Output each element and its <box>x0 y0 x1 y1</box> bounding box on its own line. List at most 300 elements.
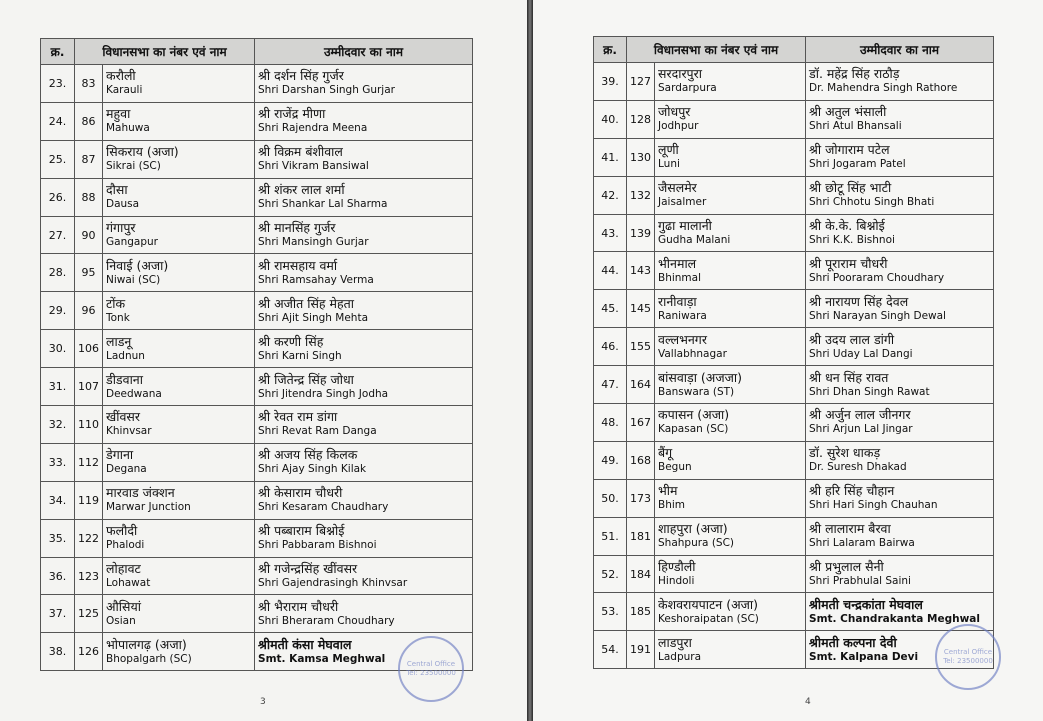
assembly-number: 132 <box>627 176 655 214</box>
candidate-name-cell <box>806 290 994 328</box>
serial-number: 37. <box>41 595 75 633</box>
assembly-name-hindi: करौली <box>106 68 136 84</box>
serial-number: 26. <box>41 178 75 216</box>
assembly-number: 119 <box>75 481 103 519</box>
assembly-name-hindi: महुवा <box>106 106 131 122</box>
assembly-name-cell <box>655 631 806 669</box>
assembly-name-hindi: खींवसर <box>106 409 140 425</box>
assembly-name-hindi: सरदारपुरा <box>658 66 703 82</box>
candidate-name-cell <box>255 178 473 216</box>
assembly-name-cell <box>103 406 255 444</box>
table-row <box>594 138 994 176</box>
assembly-number: 173 <box>627 479 655 517</box>
serial-number: 33. <box>41 443 75 481</box>
candidate-name-english: Shri Prabhulal Saini <box>809 575 911 588</box>
assembly-number: 125 <box>75 595 103 633</box>
assembly-number: 130 <box>627 138 655 176</box>
assembly-name-english: Dausa <box>106 198 140 211</box>
assembly-name-hindi: लाडनू <box>106 333 132 349</box>
candidate-name-english: Shri K.K. Bishnoi <box>809 234 895 246</box>
header-candidate: उम्मीदवार का नाम <box>255 39 473 65</box>
assembly-number: 155 <box>627 328 655 366</box>
candidate-name-hindi: श्री शंकर लाल शर्मा <box>258 182 345 198</box>
candidate-name-hindi: श्री नारायण सिंह देवल <box>809 293 909 309</box>
assembly-number: 83 <box>75 65 103 103</box>
serial-number: 41. <box>594 138 627 176</box>
assembly-name-english: Osian <box>106 614 136 627</box>
candidate-name-hindi: श्री मानसिंह गुर्जर <box>258 220 336 235</box>
table-row <box>41 368 473 406</box>
header-serial: क्र. <box>41 39 75 65</box>
stamp-phone: Tel: 23500000 <box>943 657 993 665</box>
assembly-name-cell <box>103 140 255 178</box>
table-row <box>41 519 473 557</box>
table-row <box>594 404 994 442</box>
assembly-name-english: Banswara (ST) <box>658 385 735 398</box>
assembly-number: 123 <box>75 557 103 595</box>
header-assembly: विधानसभा का नंबर एवं नाम <box>627 37 806 63</box>
serial-number: 30. <box>41 330 75 368</box>
assembly-number: 96 <box>75 292 103 330</box>
assembly-name-cell <box>103 443 255 481</box>
table-row <box>594 290 994 328</box>
serial-number: 47. <box>594 366 627 404</box>
assembly-number: 167 <box>627 404 655 442</box>
candidate-name-english: Shri Jitendra Singh Jodha <box>258 387 389 400</box>
assembly-name-english: Lohawat <box>106 577 151 590</box>
assembly-number: 107 <box>75 368 103 406</box>
candidate-name-english: Shri Kesaram Chaudhary <box>258 501 389 514</box>
assembly-name-hindi: वल्लभनगर <box>658 331 707 347</box>
candidate-name-english: Shri Darshan Singh Gurjar <box>258 84 395 97</box>
candidate-name-english: Shri Ajay Singh Kilak <box>258 463 367 476</box>
assembly-name-english: Vallabhnagar <box>658 347 727 360</box>
assembly-name-cell <box>103 633 255 671</box>
candidate-name-hindi: श्री छोटू सिंह भाटी <box>809 180 892 196</box>
assembly-number: 88 <box>75 178 103 216</box>
serial-number: 52. <box>594 555 627 593</box>
assembly-name-cell <box>655 214 806 252</box>
serial-number: 44. <box>594 252 627 290</box>
assembly-name-cell <box>103 65 255 103</box>
serial-number: 49. <box>594 441 627 479</box>
stamp-text: Central Office <box>943 648 993 656</box>
assembly-number: 128 <box>627 100 655 138</box>
candidate-name-cell <box>806 517 994 555</box>
assembly-name-cell <box>655 138 806 176</box>
assembly-name-english: Raniwara <box>658 309 707 322</box>
assembly-name-hindi: टोंक <box>106 295 126 311</box>
serial-number: 29. <box>41 292 75 330</box>
serial-number: 31. <box>41 368 75 406</box>
serial-number: 48. <box>594 404 627 442</box>
candidate-name-hindi: श्री दर्शन सिंह गुर्जर <box>258 68 344 84</box>
serial-number: 39. <box>594 63 627 101</box>
candidate-name-english: Shri Vikram Bansiwal <box>258 160 369 173</box>
candidate-name-cell <box>806 214 994 252</box>
assembly-number: 110 <box>75 406 103 444</box>
candidate-name-english: Shri Atul Bhansali <box>809 120 902 133</box>
assembly-name-hindi: केशवरायपाटन (अजा) <box>658 596 759 612</box>
table-row <box>41 178 473 216</box>
assembly-name-cell <box>103 102 255 140</box>
assembly-name-cell <box>103 178 255 216</box>
candidate-name-english: Shri Chhotu Singh Bhati <box>809 196 935 209</box>
assembly-name-english: Bhinmal <box>658 271 702 284</box>
candidate-name-cell <box>806 138 994 176</box>
candidate-name-cell <box>806 328 994 366</box>
stamp-text: Central Office <box>406 660 456 668</box>
candidate-name-english: Shri Revat Ram Danga <box>258 425 377 438</box>
assembly-number: 191 <box>627 631 655 669</box>
serial-number: 34. <box>41 481 75 519</box>
candidate-name-hindi: श्री पूराराम चौधरी <box>809 255 888 271</box>
assembly-name-english: Kapasan (SC) <box>658 423 729 436</box>
assembly-number: 95 <box>75 254 103 292</box>
assembly-name-hindi: गंगापुर <box>106 220 136 235</box>
table-row <box>594 366 994 404</box>
serial-number: 54. <box>594 631 627 669</box>
candidate-name-cell <box>806 555 994 593</box>
assembly-name-cell <box>655 328 806 366</box>
office-stamp <box>398 636 464 702</box>
table-row <box>594 214 994 252</box>
candidate-name-hindi: श्री अतुल भंसाली <box>809 104 887 120</box>
candidate-name-english: Shri Arjun Lal Jingar <box>809 423 913 436</box>
assembly-name-english: Phalodi <box>106 539 145 552</box>
assembly-name-cell <box>655 441 806 479</box>
assembly-number: 86 <box>75 102 103 140</box>
candidate-table-right <box>593 36 994 669</box>
assembly-name-english: Khinvsar <box>106 425 152 438</box>
assembly-name-english: Niwai (SC) <box>106 273 161 286</box>
candidate-name-hindi: श्री हरि सिंह चौहान <box>809 483 895 499</box>
serial-number: 35. <box>41 519 75 557</box>
table-header-row <box>41 39 473 65</box>
assembly-name-cell <box>655 290 806 328</box>
candidate-name-hindi: श्री जोगाराम पटेल <box>809 142 890 158</box>
assembly-name-hindi: डीडवाना <box>106 371 143 387</box>
assembly-name-cell <box>103 216 255 254</box>
candidate-name-cell <box>255 443 473 481</box>
assembly-name-hindi: दौसा <box>106 182 128 198</box>
candidate-name-hindi: श्री उदय लाल डांगी <box>809 331 895 347</box>
candidate-name-hindi: श्री करणी सिंह <box>258 333 324 349</box>
candidate-name-hindi: श्रीमती कंसा मेघवाल <box>258 636 352 652</box>
assembly-number: 139 <box>627 214 655 252</box>
assembly-name-cell <box>103 368 255 406</box>
candidate-name-hindi: श्री रेवत राम डांगा <box>258 409 338 425</box>
right-page <box>533 0 1043 721</box>
table-row <box>594 593 994 631</box>
assembly-name-hindi: जोधपुर <box>658 104 691 120</box>
candidate-name-english: Shri Dhan Singh Rawat <box>809 385 930 398</box>
page-number: 4 <box>805 697 811 707</box>
candidate-name-english: Shri Narayan Singh Dewal <box>809 309 946 322</box>
table-header-row <box>594 37 994 63</box>
candidate-name-hindi: श्री पब्बाराम बिश्नोई <box>258 523 345 539</box>
candidate-name-english: Shri Lalaram Bairwa <box>809 537 915 550</box>
assembly-number: 106 <box>75 330 103 368</box>
serial-number: 28. <box>41 254 75 292</box>
assembly-name-hindi: बांसवाड़ा (अजजा) <box>658 369 743 385</box>
assembly-name-hindi: औसियां <box>106 598 141 614</box>
candidate-name-cell <box>255 254 473 292</box>
candidate-name-cell <box>255 292 473 330</box>
table-row <box>41 330 473 368</box>
stamp-phone: Tel: 23500000 <box>406 669 456 677</box>
assembly-name-cell <box>655 366 806 404</box>
assembly-name-english: Begun <box>658 461 692 474</box>
assembly-name-cell <box>103 330 255 368</box>
assembly-name-cell <box>655 479 806 517</box>
assembly-name-hindi: भोपालगढ़ (अजा) <box>106 636 187 652</box>
table-row <box>594 63 994 101</box>
serial-number: 36. <box>41 557 75 595</box>
assembly-number: 112 <box>75 443 103 481</box>
candidate-name-hindi: श्री प्रभुलाल सैनी <box>809 559 884 575</box>
assembly-number: 87 <box>75 140 103 178</box>
assembly-name-cell <box>103 481 255 519</box>
candidate-name-english: Shri Shankar Lal Sharma <box>258 198 388 211</box>
candidate-table-left <box>40 38 473 671</box>
assembly-number: 185 <box>627 593 655 631</box>
candidate-name-hindi: श्री के.के. बिश्नोई <box>809 218 885 233</box>
assembly-number: 126 <box>75 633 103 671</box>
assembly-name-english: Jodhpur <box>658 120 699 133</box>
candidate-name-hindi: डॉ. सुरेश धाकड़ <box>809 445 881 461</box>
candidate-name-english: Shri Karni Singh <box>258 349 342 362</box>
candidate-name-cell <box>806 176 994 214</box>
assembly-name-english: Keshoraipatan (SC) <box>658 612 759 625</box>
assembly-name-hindi: सिकराय (अजा) <box>106 144 179 160</box>
table-row <box>594 631 994 669</box>
assembly-name-hindi: बैंगू <box>658 445 673 461</box>
candidate-name-cell <box>806 441 994 479</box>
table-row <box>41 595 473 633</box>
serial-number: 23. <box>41 65 75 103</box>
assembly-name-hindi: कपासन (अजा) <box>658 407 730 423</box>
assembly-name-hindi: भीम <box>658 483 678 499</box>
serial-number: 27. <box>41 216 75 254</box>
table-row <box>594 555 994 593</box>
candidate-name-hindi: श्री धन सिंह रावत <box>809 369 889 385</box>
assembly-name-cell <box>655 63 806 101</box>
candidate-name-cell <box>255 65 473 103</box>
assembly-name-english: Marwar Junction <box>106 501 191 514</box>
candidate-name-english: Shri Gajendrasingh Khinvsar <box>258 577 408 590</box>
table-row <box>594 328 994 366</box>
assembly-name-english: Sardarpura <box>658 82 717 95</box>
candidate-name-cell <box>255 368 473 406</box>
assembly-name-hindi: डेगाना <box>106 447 134 463</box>
assembly-name-english: Sikrai (SC) <box>106 160 161 173</box>
candidate-name-english: Shri Uday Lal Dangi <box>809 347 913 360</box>
candidate-name-english: Shri Bheraram Choudhary <box>258 614 395 627</box>
assembly-name-cell <box>655 593 806 631</box>
assembly-number: 145 <box>627 290 655 328</box>
serial-number: 24. <box>41 102 75 140</box>
table-row <box>41 216 473 254</box>
assembly-number: 90 <box>75 216 103 254</box>
assembly-name-english: Hindoli <box>658 575 695 588</box>
serial-number: 51. <box>594 517 627 555</box>
assembly-name-hindi: गुढा मालानी <box>658 218 712 233</box>
serial-number: 42. <box>594 176 627 214</box>
table-row <box>41 481 473 519</box>
assembly-name-english: Deedwana <box>106 387 162 400</box>
candidate-name-cell <box>255 481 473 519</box>
header-serial: क्र. <box>594 37 627 63</box>
candidate-name-hindi: श्री भैराराम चौधरी <box>258 598 339 614</box>
assembly-name-hindi: मारवाड जंक्शन <box>106 485 175 501</box>
assembly-name-cell <box>103 595 255 633</box>
candidate-name-cell <box>255 519 473 557</box>
candidate-name-english: Shri Pabbaram Bishnoi <box>258 539 377 552</box>
candidate-name-hindi: श्री अजीत सिंह मेहता <box>258 295 355 311</box>
table-row <box>41 443 473 481</box>
assembly-name-cell <box>655 517 806 555</box>
candidate-name-english: Shri Pooraram Choudhary <box>809 271 945 284</box>
candidate-name-english: Shri Ramsahay Verma <box>258 273 374 286</box>
serial-number: 32. <box>41 406 75 444</box>
assembly-name-hindi: हिण्डौली <box>658 559 696 575</box>
assembly-name-cell <box>655 100 806 138</box>
serial-number: 38. <box>41 633 75 671</box>
candidate-name-hindi: श्री गजेन्द्रसिंह खींवसर <box>258 561 358 577</box>
serial-number: 43. <box>594 214 627 252</box>
candidate-name-cell <box>806 63 994 101</box>
candidate-name-cell <box>255 216 473 254</box>
serial-number: 45. <box>594 290 627 328</box>
candidate-name-hindi: श्री विक्रम बंशीवाल <box>258 144 343 160</box>
candidate-name-english: Shri Rajendra Meena <box>258 122 368 135</box>
assembly-name-english: Karauli <box>106 84 143 97</box>
table-row <box>41 406 473 444</box>
candidate-name-hindi: श्री रामसहाय वर्मा <box>258 257 338 273</box>
candidate-name-hindi: श्रीमती चन्द्रकांता मेघवाल <box>809 596 923 612</box>
candidate-name-english: Shri Mansingh Gurjar <box>258 236 369 248</box>
assembly-name-hindi: निवाई (अजा) <box>106 257 169 273</box>
assembly-name-english: Gudha Malani <box>658 234 731 246</box>
candidate-name-cell <box>806 366 994 404</box>
assembly-name-english: Tonk <box>106 311 130 324</box>
assembly-name-cell <box>103 557 255 595</box>
assembly-number: 168 <box>627 441 655 479</box>
assembly-name-hindi: फलौदी <box>106 523 138 539</box>
table-row <box>41 254 473 292</box>
assembly-name-hindi: जैसलमेर <box>658 180 697 196</box>
serial-number: 50. <box>594 479 627 517</box>
candidate-name-hindi: श्री लालाराम बैरवा <box>809 521 891 537</box>
page-number: 3 <box>260 697 266 707</box>
assembly-name-cell <box>655 404 806 442</box>
assembly-name-cell <box>103 519 255 557</box>
candidate-name-english: Dr. Mahendra Singh Rathore <box>809 82 958 95</box>
table-row <box>41 140 473 178</box>
assembly-name-hindi: लोहावट <box>106 561 141 577</box>
assembly-name-hindi: लाडपुरा <box>658 634 692 650</box>
assembly-name-english: Bhim <box>658 499 686 512</box>
candidate-name-cell <box>806 100 994 138</box>
assembly-number: 127 <box>627 63 655 101</box>
header-assembly: विधानसभा का नंबर एवं नाम <box>75 39 255 65</box>
candidate-name-cell <box>255 595 473 633</box>
candidate-name-english: Smt. Kamsa Meghwal <box>258 652 386 665</box>
assembly-name-cell <box>103 254 255 292</box>
candidate-name-cell <box>255 330 473 368</box>
table-row <box>594 100 994 138</box>
candidate-name-cell <box>255 140 473 178</box>
table-row <box>41 102 473 140</box>
assembly-name-english: Degana <box>106 463 147 476</box>
assembly-name-english: Shahpura (SC) <box>658 537 735 550</box>
candidate-name-hindi: श्री जितेन्द्र सिंह जोधा <box>258 371 354 387</box>
assembly-number: 184 <box>627 555 655 593</box>
assembly-name-cell <box>655 176 806 214</box>
candidate-name-english: Shri Jogaram Patel <box>809 158 906 171</box>
assembly-name-cell <box>655 252 806 290</box>
candidate-name-english: Shri Ajit Singh Mehta <box>258 311 368 324</box>
assembly-name-cell <box>103 292 255 330</box>
candidate-name-hindi: डॉ. महेंद्र सिंह राठौड़ <box>809 66 900 82</box>
assembly-name-hindi: लूणी <box>658 142 679 158</box>
assembly-name-hindi: शाहपुरा (अजा) <box>658 521 728 537</box>
serial-number: 53. <box>594 593 627 631</box>
assembly-number: 122 <box>75 519 103 557</box>
candidate-name-cell <box>255 406 473 444</box>
assembly-name-english: Jaisalmer <box>658 196 707 209</box>
candidate-name-english: Shri Hari Singh Chauhan <box>809 499 938 512</box>
table-row <box>594 176 994 214</box>
candidate-name-cell <box>255 102 473 140</box>
serial-number: 25. <box>41 140 75 178</box>
assembly-number: 164 <box>627 366 655 404</box>
assembly-name-english: Luni <box>658 158 680 171</box>
serial-number: 40. <box>594 100 627 138</box>
office-stamp <box>935 624 1001 690</box>
assembly-name-english: Ladpura <box>658 650 702 663</box>
candidate-name-english: Dr. Suresh Dhakad <box>809 461 907 474</box>
candidate-name-hindi: श्री केसाराम चौधरी <box>258 485 343 501</box>
table-row <box>41 65 473 103</box>
assembly-number: 143 <box>627 252 655 290</box>
table-row <box>594 252 994 290</box>
candidate-name-hindi: श्रीमती कल्पना देवी <box>809 634 897 650</box>
candidate-name-hindi: श्री अजय सिंह किलक <box>258 447 358 463</box>
assembly-name-english: Ladnun <box>106 349 145 362</box>
table-row <box>594 479 994 517</box>
assembly-name-cell <box>655 555 806 593</box>
header-candidate: उम्मीदवार का नाम <box>806 37 994 63</box>
table-row <box>594 517 994 555</box>
assembly-name-english: Gangapur <box>106 236 158 248</box>
table-row <box>594 441 994 479</box>
serial-number: 46. <box>594 328 627 366</box>
candidate-name-cell <box>255 557 473 595</box>
table-row <box>41 557 473 595</box>
assembly-name-english: Bhopalgarh (SC) <box>106 652 192 665</box>
candidate-name-english: Smt. Chandrakanta Meghwal <box>809 612 980 625</box>
assembly-number: 181 <box>627 517 655 555</box>
candidate-name-cell <box>806 479 994 517</box>
candidate-name-hindi: श्री अर्जुन लाल जीनगर <box>809 407 911 423</box>
candidate-name-cell <box>806 252 994 290</box>
assembly-name-english: Mahuwa <box>106 122 150 135</box>
candidate-name-hindi: श्री राजेंद्र मीणा <box>258 106 326 122</box>
candidate-name-english: Smt. Kalpana Devi <box>809 650 919 663</box>
candidate-name-cell <box>806 404 994 442</box>
